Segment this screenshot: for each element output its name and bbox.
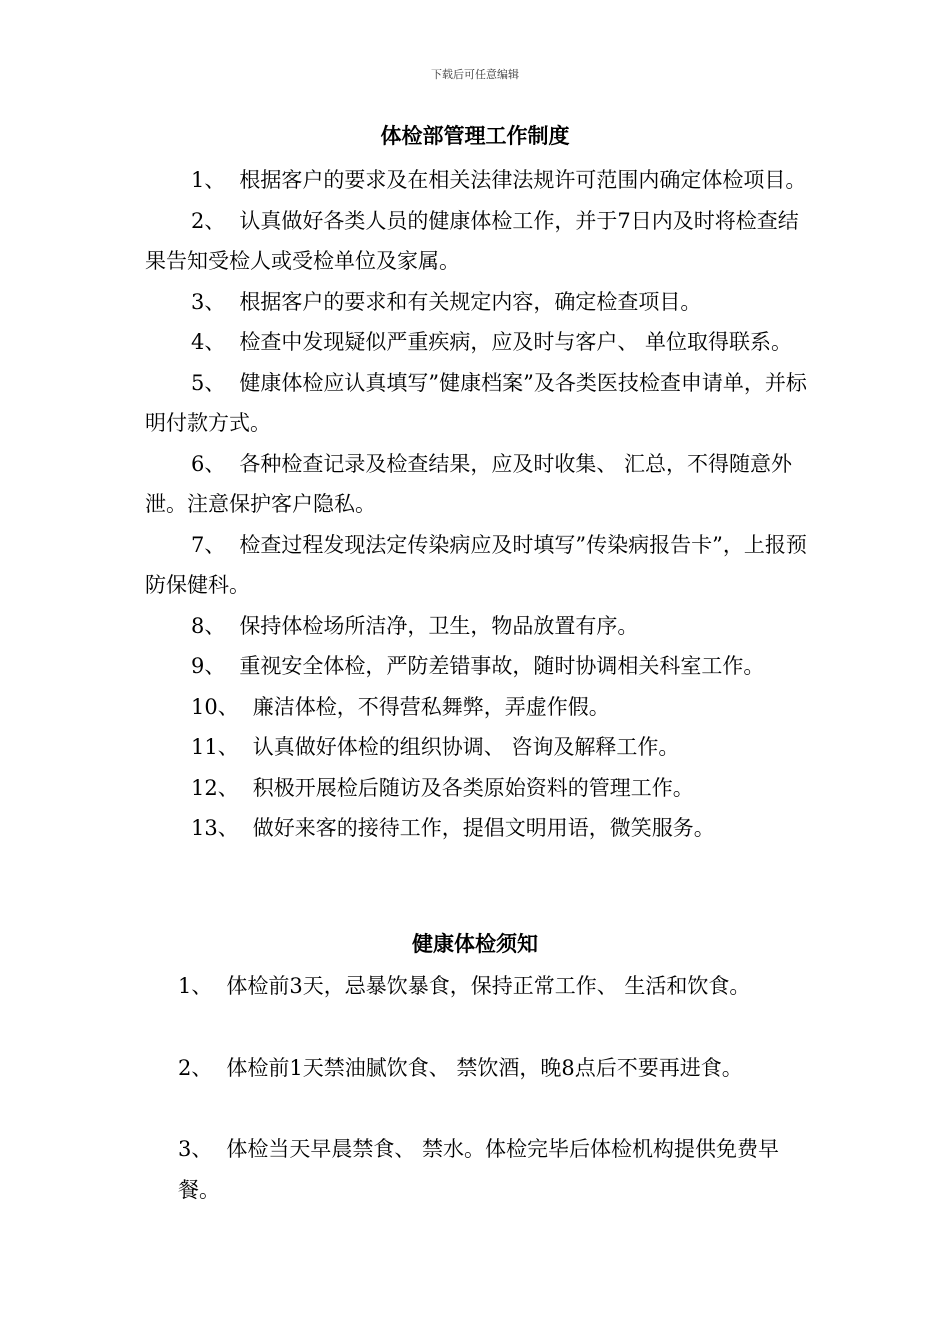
list-item — [145, 727, 815, 768]
item-number: 12、 — [191, 775, 239, 800]
item-number: 13、 — [191, 816, 239, 840]
item-text: 体检当天早晨禁食、 禁水。体检完毕后体检机构提供免费早餐。 — [178, 1137, 780, 1202]
list-item — [145, 363, 815, 444]
item-text: 认真做好体检的组织协调、 咨询及解释工作。 — [252, 735, 680, 759]
health-check-notice-list — [178, 966, 818, 1251]
item-text: 重视安全体检，严防差错事故，随时协调相关科室工作。 — [239, 654, 765, 678]
list-item — [145, 160, 815, 201]
item-number: 2、 — [178, 1055, 213, 1080]
list-item — [145, 525, 815, 606]
list-item — [145, 687, 815, 728]
item-text: 体检前3天，忌暴饮暴食，保持正常工作、 生活和饮食。 — [226, 974, 751, 998]
item-number: 11、 — [191, 735, 239, 759]
item-text: 健康体检应认真填写”健康档案”及各类医技检查申请单，并标明付款方式。 — [145, 370, 807, 435]
list-item — [178, 1048, 818, 1089]
item-number: 10、 — [191, 694, 239, 719]
item-text: 根据客户的要求和有关规定内容，确定检查项目。 — [239, 289, 702, 314]
list-item — [145, 444, 815, 525]
item-number: 3、 — [191, 289, 226, 314]
item-text: 体检前1天禁油腻饮食、 禁饮酒，晚8点后不要再进食。 — [226, 1055, 743, 1080]
list-item — [178, 1129, 818, 1210]
list-item — [145, 322, 815, 363]
item-text: 积极开展检后随访及各类原始资料的管理工作。 — [252, 775, 694, 800]
item-text: 检查过程发现法定传染病应及时填写”传染病报告卡”，上报预防保健科。 — [145, 532, 807, 597]
item-number: 1、 — [191, 168, 226, 192]
item-text: 廉洁体检，不得营私舞弊，弄虚作假。 — [252, 694, 610, 719]
item-text: 做好来客的接待工作，提倡文明用语，微笑服务。 — [252, 816, 715, 840]
item-text: 认真做好各类人员的健康体检工作，并于7日内及时将检查结果告知受检人或受检单位及家属。 — [145, 208, 799, 273]
list-item — [145, 808, 815, 849]
list-item — [145, 201, 815, 282]
item-text: 各种检查记录及检查结果，应及时收集、 汇总，不得随意外泄。注意保护客户隐私。 — [145, 451, 793, 516]
item-number: 4、 — [191, 330, 226, 354]
item-number: 8、 — [191, 613, 226, 638]
item-number: 3、 — [178, 1137, 213, 1161]
section-title-health-check-notice: 健康体检须知 — [412, 932, 538, 956]
list-item — [178, 966, 818, 1007]
item-number: 9、 — [191, 654, 226, 678]
item-text: 检查中发现疑似严重疾病，应及时与客户、 单位取得联系。 — [239, 330, 793, 354]
management-rules-list — [145, 160, 815, 849]
list-item — [145, 768, 815, 809]
item-number: 2、 — [191, 208, 226, 233]
item-number: 1、 — [178, 974, 213, 998]
item-text: 根据客户的要求及在相关法律法规许可范围内确定体检项目。 — [239, 168, 807, 192]
list-item — [145, 646, 815, 687]
item-text: 保持体检场所洁净，卫生，物品放置有序。 — [239, 613, 639, 638]
item-number: 7、 — [191, 532, 226, 557]
item-number: 5、 — [191, 370, 226, 395]
section-title-management-rules: 体检部管理工作制度 — [380, 124, 570, 148]
item-number: 6、 — [191, 451, 226, 476]
list-item — [145, 606, 815, 647]
list-item — [145, 282, 815, 323]
header-note: 下载后可任意编辑 — [431, 68, 519, 81]
